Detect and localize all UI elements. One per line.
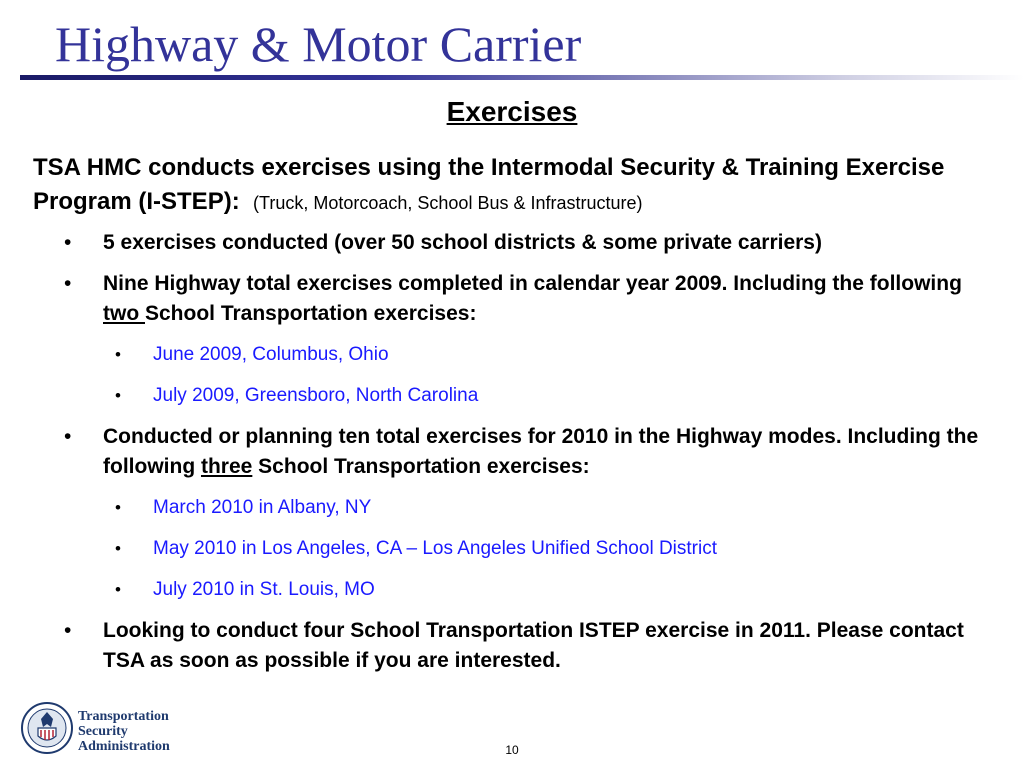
dhs-seal-icon [22, 703, 72, 753]
bullet-list [0, 228, 1024, 687]
section-heading: Exercises [446, 96, 578, 127]
sub-bullet-text: July 2010 in St. Louis, MO [153, 579, 375, 600]
slide-title: Highway & Motor Carrier [55, 16, 582, 72]
bullet-dot-icon: • [115, 345, 121, 364]
bullet-dot-icon: • [115, 498, 121, 517]
sub-bullet-item [0, 493, 1024, 523]
bullet-dot-icon: • [115, 580, 121, 599]
sub-bullet-text: May 2010 in Los Angeles, CA – Los Angeles Unified School District [153, 538, 717, 559]
intro-paragraph [33, 151, 1008, 220]
sub-bullet-text: March 2010 in Albany, NY [153, 497, 372, 518]
bullet-item [0, 269, 1024, 329]
bullet-dot-icon: • [64, 231, 72, 254]
title-divider [20, 75, 1024, 80]
sub-bullet-item [0, 381, 1024, 411]
bullet-text: Looking to conduct four School Transportation ISTEP exercise in 2011. Please contact TSA as soon as possible if you are interested. [103, 619, 964, 672]
bullet-dot-icon: • [64, 425, 72, 448]
intro-main-text: TSA HMC conducts exercises using the Intermodal Security & Training Exercise Program (I-STEP): [33, 154, 945, 215]
bullet-dot-icon: • [64, 619, 72, 642]
sub-bullet-item [0, 575, 1024, 605]
bullet-text: Conducted or planning ten total exercises for 2010 in the Highway modes. Including the following [103, 425, 979, 478]
bullet-item [0, 616, 1024, 676]
bullet-dot-icon: • [115, 386, 121, 405]
bullet-underlined-text: three [200, 455, 253, 478]
sub-bullet-item [0, 534, 1024, 564]
bullet-text: 5 exercises conducted (over 50 school districts & some private carriers) [103, 231, 822, 254]
bullet-item [0, 422, 1024, 482]
bullet-underlined-text: two [103, 302, 145, 325]
bullet-dot-icon: • [64, 272, 72, 295]
logo-line-security: Security [78, 724, 128, 739]
logo-line-administration: Administration [78, 739, 170, 754]
intro-note: (Truck, Motorcoach, School Bus & Infrastructure) [253, 193, 643, 213]
page-number: 10 [505, 743, 519, 757]
tsa-logo [20, 700, 220, 756]
logo-line-transportation: Transportation [78, 709, 169, 724]
bullet-dot-icon: • [115, 539, 121, 558]
sub-bullet-item [0, 340, 1024, 370]
bullet-item [0, 228, 1024, 258]
bullet-text: Nine Highway total exercises completed in calendar year 2009. Including the following [103, 272, 962, 295]
sub-bullet-text: July 2009, Greensboro, North Carolina [153, 385, 479, 406]
bullet-text: School Transportation exercises: [252, 455, 590, 478]
sub-bullet-text: June 2009, Columbus, Ohio [153, 344, 389, 365]
bullet-text: School Transportation exercises: [145, 302, 477, 325]
